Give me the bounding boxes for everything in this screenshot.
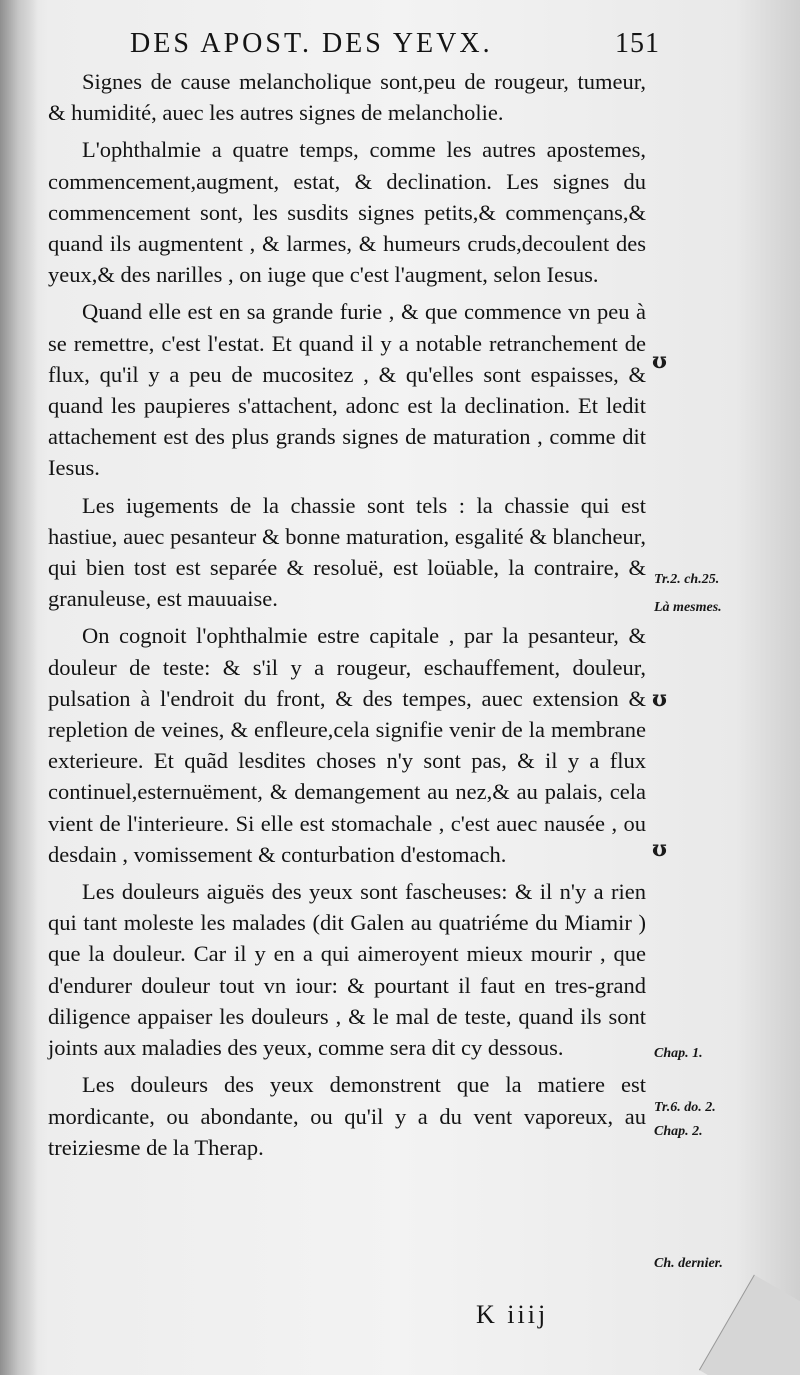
paragraph bbox=[48, 876, 646, 1063]
margin-note-tr6: Tr.6. do. 2. bbox=[654, 1100, 716, 1115]
paragraph bbox=[48, 66, 646, 128]
page-number: 151 bbox=[615, 28, 660, 59]
paragraph-text: L'ophthalmie a quatre temps, comme les autres apostemes, commencement,augment, estat, & declination. Les signes du commencement sont, les susdits signes petits,& commençans,& quand ils augmentent , & larmes, & humeurs cruds,decoulent des yeux,& des narilles , on iuge que c'est l'augment, selon Iesus. bbox=[48, 137, 646, 288]
margin-note-chap2: Chap. 2. bbox=[654, 1124, 703, 1139]
signature-mark: K iiij bbox=[476, 1300, 549, 1329]
paragraph bbox=[48, 620, 646, 870]
margin-note-ch-dernier: Ch. dernier. bbox=[654, 1256, 723, 1271]
folded-corner bbox=[699, 1275, 800, 1375]
paragraph bbox=[48, 490, 646, 615]
margin-note-tr2: Tr.2. ch.25. bbox=[654, 572, 720, 587]
marginal-symbol: ʊ bbox=[652, 686, 667, 712]
paragraph-text: Quand elle est en sa grande furie , & que commence vn peu à se remettre, c'est l'estat. Et quand il y a notable retranchement de flux, qu'il y a peu de mucositez , & qu'elles sont espaisses, & quand les paupieres s'attachent, adonc est la declination. Et ledit attachement est des plus grands signes de maturation , comme dit Iesus. bbox=[48, 299, 646, 481]
margin-note-chap1: Chap. 1. bbox=[654, 1046, 703, 1061]
paragraph-text: Les douleurs des yeux demonstrent que la matiere est mordicante, ou abondante, ou qu'il y a du vent vaporeux, au treiziesme de la Therap. bbox=[48, 1072, 646, 1160]
running-head-title: DES APOST. DES YEVX. bbox=[130, 28, 493, 59]
paragraph-text: Les iugements de la chassie sont tels : la chassie qui est hastiue, auec pesanteur & bonne maturation, esgalité & blancheur, qui bien tost est separée & resoluë, est loüable, la contraire, & granuleuse, est mauuaise. bbox=[48, 492, 646, 612]
marginal-symbol: ʊ bbox=[652, 348, 667, 374]
margin-note-la-mesmes: Là mesmes. bbox=[654, 600, 722, 615]
running-head bbox=[130, 28, 660, 64]
body-text bbox=[48, 66, 646, 1169]
paragraph-text: On cognoit l'ophthalmie estre capitale , par la pesanteur, & douleur de teste: & s'il y a rougeur, eschauffement, douleur, pulsation à l'endroit du front, & des tempes, auec extension & repletion de veines, & enfleure,cela signifie venir de la membrane exterieure. Et quãd lesdites choses n'y sont pas, & il y a flux continuel,esternuëment, & demangement au nez,& au palais, cela vient de l'interieure. Si elle est stomachale , c'est auec nausée , ou desdain , vomissement & conturbation d'estomach. bbox=[48, 623, 646, 867]
paragraph-text: Les douleurs aiguës des yeux sont fascheuses: & il n'y a rien qui tant moleste les malades (dit Galen au quatriéme du Miamir ) que la douleur. Car il y en a qui aimeroyent mieux mourir , que d'endurer douleur tout vn iour: & pourtant il faut en tres-grand diligence appaiser les douleurs , & le mal de teste, quand ils sont joints aux maladies des yeux, comme sera dit cy dessous. bbox=[48, 879, 646, 1061]
paragraph bbox=[48, 134, 646, 290]
paragraph bbox=[48, 296, 646, 483]
paragraph-text: Signes de cause melancholique sont,peu de rougeur, tumeur, & humidité, auec les autres signes de melancholie. bbox=[48, 69, 646, 126]
marginal-symbol: ʊ bbox=[652, 836, 667, 862]
paragraph bbox=[48, 1069, 646, 1163]
page-gutter-shadow bbox=[0, 0, 38, 1375]
